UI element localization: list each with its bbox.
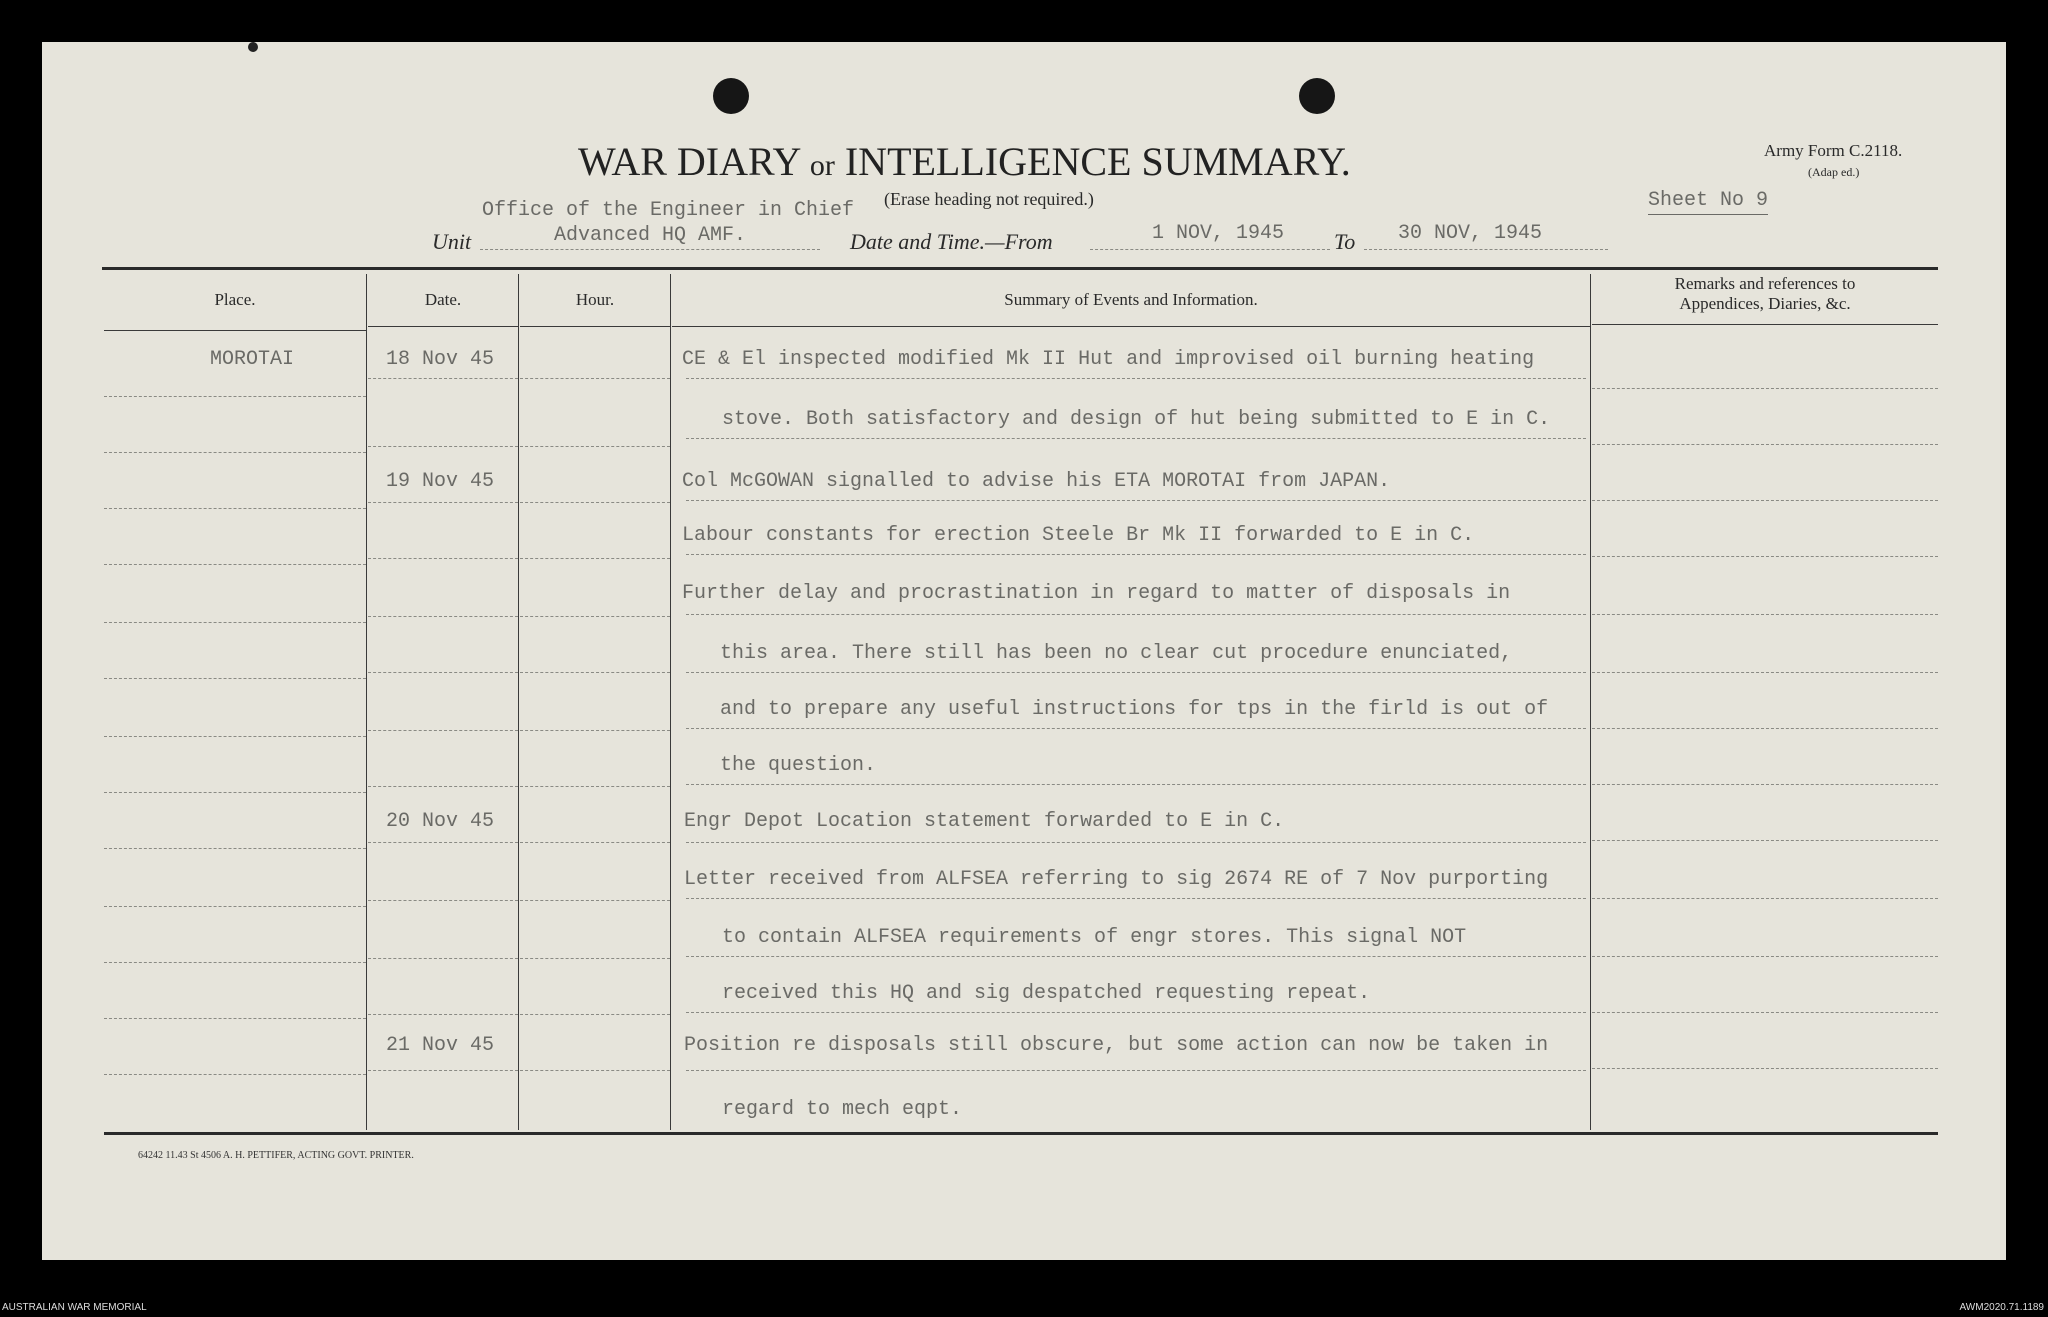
office-name: Office of the Engineer in Chief — [482, 199, 855, 222]
row-date: 20 Nov 45 — [386, 810, 495, 833]
page-title — [578, 138, 1351, 185]
row-place: MOROTAI — [210, 348, 295, 371]
row-text: Further delay and procrastination in regard to matter of disposals in — [682, 582, 1511, 605]
row-text: regard to mech eqpt. — [722, 1098, 963, 1121]
date-from-label: Date and Time.—From — [850, 229, 1053, 254]
to-label: To — [1334, 229, 1356, 254]
title-part-2: INTELLIGENCE SUMMARY. — [834, 139, 1351, 184]
row-text: to contain ALFSEA requirements of engr stores. This signal NOT — [722, 926, 1467, 949]
col-header-date: Date. — [424, 290, 462, 309]
row-date: 19 Nov 45 — [386, 470, 495, 493]
sheet-number: Sheet No 9 — [1648, 189, 1768, 215]
table-top-rule — [102, 267, 1938, 270]
adap-note: (Adap ed.) — [1808, 165, 1860, 179]
row-text: received this HQ and sig despatched requesting repeat. — [722, 982, 1371, 1005]
row-text: stove. Both satisfactory and design of hut being submitted to E in C. — [722, 408, 1551, 431]
row-text: Position re disposals still obscure, but some action can now be taken in — [684, 1034, 1549, 1057]
archive-credit: AUSTRALIAN WAR MEMORIAL — [2, 1302, 147, 1313]
archive-id: AWM2020.71.1189 — [1959, 1302, 2044, 1313]
unit-label: Unit — [432, 229, 472, 254]
pin-mark — [248, 42, 258, 52]
col-header-hour: Hour. — [575, 290, 615, 309]
row-text: CE & El inspected modified Mk II Hut and improvised oil burning heating — [682, 348, 1535, 371]
erase-note: (Erase heading not required.) — [884, 189, 1094, 209]
printer-note: 64242 11.43 St 4506 A. H. PETTIFER, ACTING GOVT. PRINTER. — [138, 1150, 414, 1161]
table-bottom-rule — [104, 1132, 1938, 1135]
col-header-summary: Summary of Events and Information. — [1004, 290, 1258, 309]
title-part-1: WAR DIARY — [578, 139, 810, 184]
row-text: Engr Depot Location statement forwarded to E in C. — [684, 810, 1285, 833]
row-text: and to prepare any useful instructions for tps in the firld is out of — [720, 698, 1549, 721]
col-header-place: Place. — [214, 290, 256, 309]
punch-hole-left — [713, 78, 749, 114]
row-text: Labour constants for erection Steele Br Mk II forwarded to E in C. — [682, 524, 1475, 547]
row-text: Letter received from ALFSEA referring to sig 2674 RE of 7 Nov purporting — [684, 868, 1549, 891]
to-date: 30 NOV, 1945 — [1398, 222, 1543, 245]
unit-value: Advanced HQ AMF. — [554, 224, 747, 247]
row-text: this area. There still has been no clear cut procedure enunciated, — [720, 642, 1513, 665]
army-form: Army Form C.2118. — [1764, 141, 1903, 160]
row-text: Col McGOWAN signalled to advise his ETA MOROTAI from JAPAN. — [682, 470, 1391, 493]
row-date: 18 Nov 45 — [386, 348, 495, 371]
row-date: 21 Nov 45 — [386, 1034, 495, 1057]
diary-sheet — [42, 42, 2006, 1260]
title-or: or — [809, 149, 835, 182]
col-header-remarks-2: Appendices, Diaries, &c. — [1679, 294, 1851, 313]
from-date: 1 NOV, 1945 — [1152, 222, 1285, 245]
row-text: the question. — [720, 754, 877, 777]
punch-hole-right — [1299, 78, 1335, 114]
col-header-remarks-1: Remarks and references to — [1674, 274, 1856, 293]
